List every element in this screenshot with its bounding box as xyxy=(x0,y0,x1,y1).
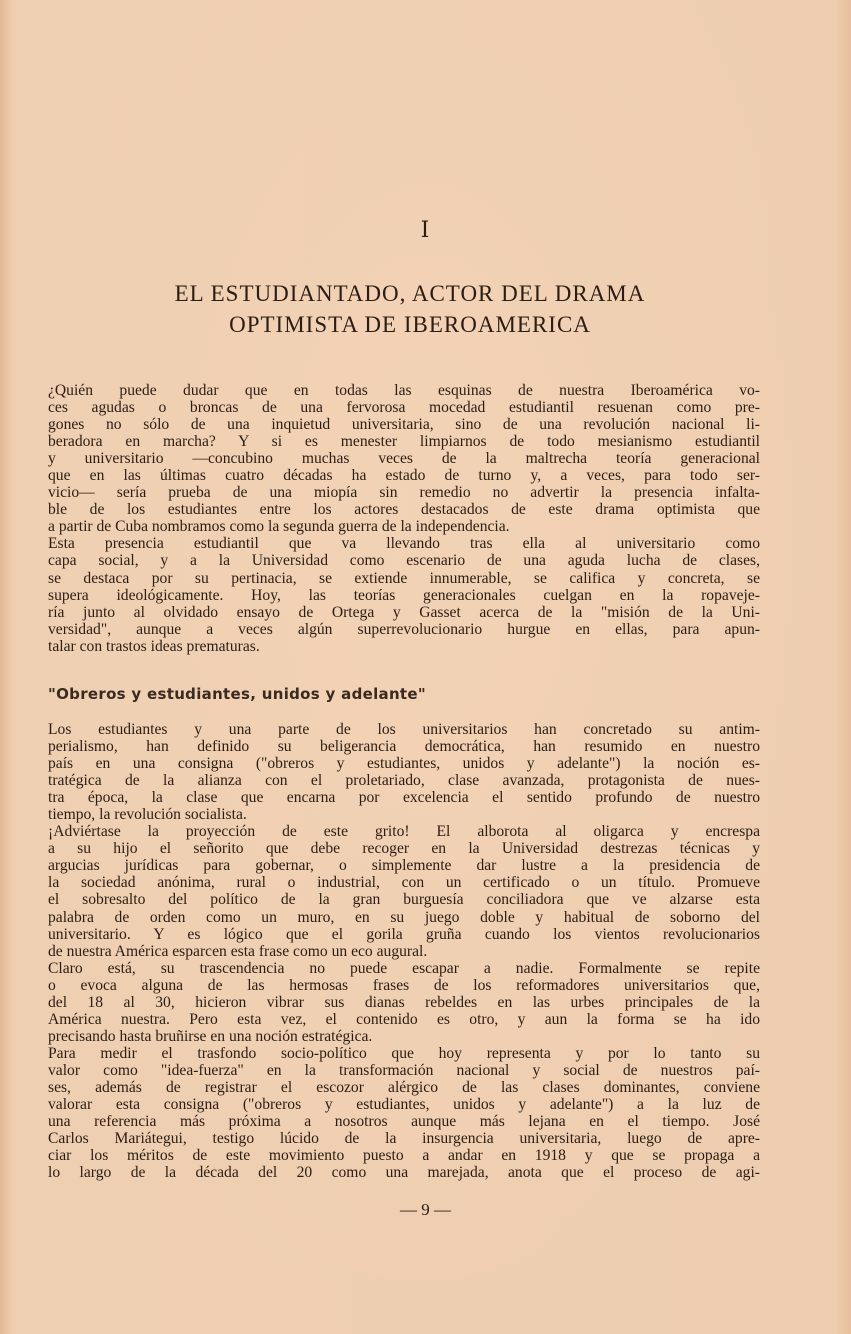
text-line: del 18 al 30, hicieron vibrar sus dianas rebeldes en las urbes principales de la xyxy=(48,993,760,1011)
chapter-title-line-1: EL ESTUDIANTADO, ACTOR DEL DRAMA xyxy=(174,281,646,306)
text-line: valor como "idea-fuerza" en la transformación nacional y social de nuestros paí- xyxy=(48,1061,760,1079)
text-line: capa social, y a la Universidad como escenario de una aguda lucha de clases, xyxy=(48,552,760,570)
section-subheading: "Obreros y estudiantes, unidos y adelante" xyxy=(48,685,426,703)
text-line: gones no sólo de una inquietud universitaria, sino de una revolución nacional li- xyxy=(48,416,760,434)
text-line: se destaca por su pertinacia, se extiende innumerable, se califica y concreta, se xyxy=(48,569,760,587)
text-line: perialismo, han definido su beligerancia democrática, han resumido en nuestro xyxy=(48,738,760,756)
text-line: Carlos Mariátegui, testigo lúcido de la insurgencia universitaria, luego de apre- xyxy=(48,1130,760,1148)
text-line: ría junto al olvidado ensayo de Ortega y Gasset acerca de la "misión de la Uni- xyxy=(48,603,760,621)
text-line: de nuestra América esparcen esta frase como un eco augural. xyxy=(48,942,428,960)
chapter-title xyxy=(70,278,750,340)
text-line: argucias jurídicas para gobernar, o simplemente dar lustre a la presidencia de xyxy=(48,857,760,875)
text-line: el sobresalto del político de la gran burguesía conciliadora que ve alzarse esta xyxy=(48,891,760,909)
text-line: lo largo de la década del 20 como una marejada, anota que el proceso de agi- xyxy=(48,1164,760,1182)
text-line: vicio— sería prueba de una miopía sin remedio no advertir la presencia infalta- xyxy=(48,484,760,502)
page-number: — 9 — xyxy=(400,1200,451,1219)
text-line: talar con trastos ideas prematuras. xyxy=(48,637,260,655)
text-line: ¡Adviértase la proyección de este grito! El alborota al oligarca y encrespa xyxy=(48,823,760,841)
text-line: ¿Quién puede dudar que en todas las esquinas de nuestra Iberoamérica vo- xyxy=(48,382,760,399)
text-line: tratégica de la alianza con el proletariado, clase avanzada, protagonista de nues- xyxy=(48,772,760,790)
text-line: ses, además de registrar el escozor alérgico de las clases dominantes, conviene xyxy=(48,1078,760,1096)
text-line: Los estudiantes y una parte de los universitarios han concretado su antim- xyxy=(48,721,760,738)
text-line: y universitario —concubino muchas veces de la maltrecha teoría generacional xyxy=(48,450,760,468)
paragraph-body xyxy=(48,721,760,1181)
text-line: tiempo, la revolución socialista. xyxy=(48,806,247,824)
text-line: supera ideológicamente. Hoy, las teorías generacionales cuelgan en la ropaveje- xyxy=(48,586,760,604)
text-line: la sociedad anónima, rural o industrial, con un certificado o un título. Promueve xyxy=(48,874,760,892)
text-line: a partir de Cuba nombramos como la segunda guerra de la independencia. xyxy=(48,518,510,536)
text-line: que en las últimas cuatro décadas ha estado de turno y, a veces, para todo ser- xyxy=(48,467,760,485)
text-line: ble de los estudiantes entre los actores destacados de este drama optimista que xyxy=(48,501,760,519)
text-line: precisando hasta bruñirse en una noción estratégica. xyxy=(48,1027,373,1045)
text-line: valorar esta consigna ("obreros y estudiantes, unidos y adelante") a la luz de xyxy=(48,1096,760,1114)
text-line: Para medir el trasfondo socio-político que hoy representa y por lo tanto su xyxy=(48,1044,760,1062)
text-line: Esta presencia estudiantil que va llevando tras ella al universitario como xyxy=(48,535,760,553)
text-line: ciar los méritos de este movimiento puesto a andar en 1918 y que se propaga a xyxy=(48,1147,760,1165)
text-line: tra época, la clase que encarna por excelencia el sentido profundo de nuestro xyxy=(48,789,760,807)
text-line: beradora en marcha? Y si es menester limpiarnos de todo mesianismo estudiantil xyxy=(48,433,760,451)
paragraph-intro xyxy=(48,382,760,655)
text-line: ces agudas o broncas de una fervorosa mocedad estudiantil resuenan como pre- xyxy=(48,399,760,417)
text-line: país en una consigna ("obreros y estudiantes, unidos y adelante") la noción es- xyxy=(48,755,760,773)
text-line: versidad", aunque a veces algún superrevolucionario hurgue en ellas, para apun- xyxy=(48,620,760,638)
text-line: América nuestra. Pero esta vez, el contenido es otro, y aun la forma se ha ido xyxy=(48,1010,760,1028)
text-line: una referencia más próxima a nosotros aunque más lejana en el tiempo. José xyxy=(48,1113,760,1131)
text-line: Claro está, su trascendencia no puede escapar a nadie. Formalmente se repite xyxy=(48,959,760,977)
chapter-title-line-2: OPTIMISTA DE IBEROAMERICA xyxy=(229,312,591,337)
text-line: universitario. Y es lógico que el gorila gruña cuando los vientos revolucionarios xyxy=(48,925,760,943)
text-line: palabra de orden como un muro, en su juego doble y habitual de soborno del xyxy=(48,908,760,926)
chapter-number: I xyxy=(420,218,431,243)
text-line: a su hijo el señorito que debe recoger en la Universidad destrezas técnicas y xyxy=(48,840,760,858)
text-line: o evoca alguna de las hermosas frases de los reformadores universitarios que, xyxy=(48,976,760,994)
